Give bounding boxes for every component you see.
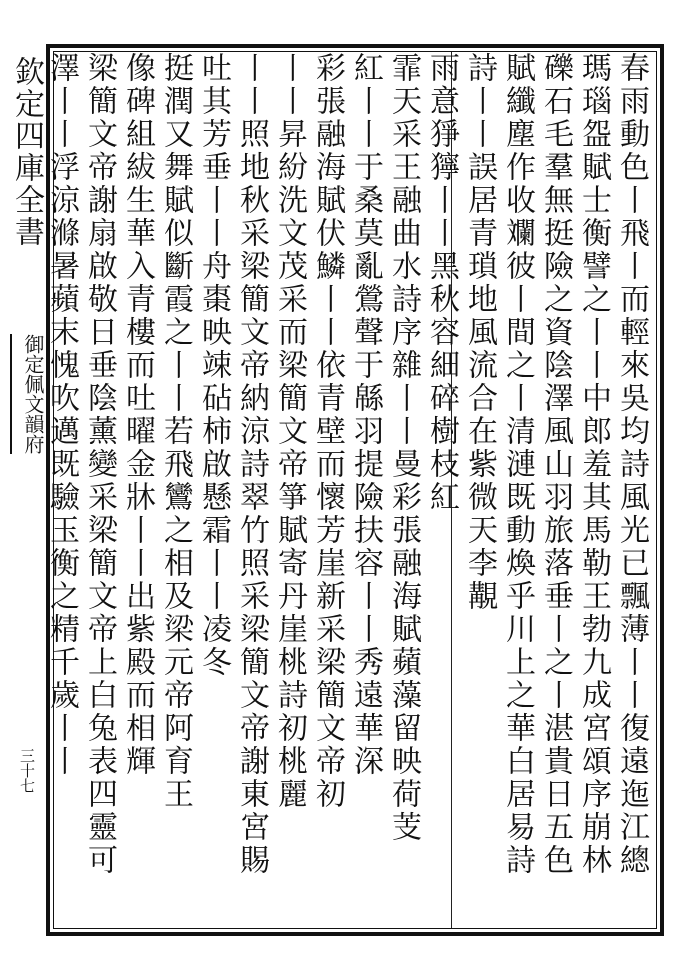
text-column: 像碑組紱生華入青樓而吐曜金牀丨丨出紫殿而相輝 bbox=[120, 52, 155, 778]
text-column: 丨丨昇紛洗文茂采而梁簡文帝箏賦寄丹崖桃詩初桃麗 bbox=[272, 52, 307, 811]
text-column: 雨意猙獰丨丨黑秋容細碎樹枝紅 bbox=[424, 52, 459, 514]
text-column: 澤丨丨浮涼滌暑蘋末愧吹邁既驗玉衡之精千歲丨丨 bbox=[44, 52, 79, 778]
text-column: 彩張融海賦伏鱗丨丨依青壁而懷芳崖新采梁簡文帝初 bbox=[310, 52, 345, 811]
text-column: 丨丨照地秋采梁簡文帝納涼詩翠竹照采梁簡文帝謝東宮賜 bbox=[234, 52, 269, 877]
book-title: 欽定四庫全書 bbox=[9, 56, 44, 248]
text-column: 礫石毛羣無挺險之資陰澤風山羽旅落垂丨之丨湛貴日五色 bbox=[538, 52, 573, 877]
text-column: 挺潤又舞賦似斷霞之丨丨若飛鸞之相及梁元帝阿育王 bbox=[158, 52, 193, 811]
text-column: 春雨動色丨飛丨而輕來吳均詩風光已飄薄丨丨復遠迤江總 bbox=[614, 52, 649, 877]
text-column: 詩丨丨誤居青瑣地風流合在紫微天李覯 bbox=[451, 52, 506, 928]
text-column: 梁簡文帝謝扇啟敬日垂陰薰變采梁簡文帝上白兔表四靈可 bbox=[82, 52, 117, 877]
folio-number: 三十七 bbox=[18, 748, 36, 793]
text-column: 紅丨丨于桑莫亂鶯聲于緜羽提險扶容丨丨秀遠華深 bbox=[348, 52, 383, 778]
text-columns bbox=[44, 52, 658, 928]
text-column: 吐其芳垂丨丨舟棗映竦砧柿啟懸霜丨丨凌冬 bbox=[196, 52, 231, 679]
text-column: 瑪瑙盌賦士衡譬之丨丨中郎羞其馬勒王勃九成宮頌序崩林 bbox=[576, 52, 611, 877]
text-column: 賦纖塵作收斕彼丨間之丨清漣既動煥乎川上之華白居易詩 bbox=[500, 52, 535, 877]
section-title: 御定佩文韻府 bbox=[10, 334, 46, 454]
text-column: 霏天采王融曲水詩序雜丨丨曼彩張融海賦蘋藻留映荷芰 bbox=[386, 52, 421, 844]
